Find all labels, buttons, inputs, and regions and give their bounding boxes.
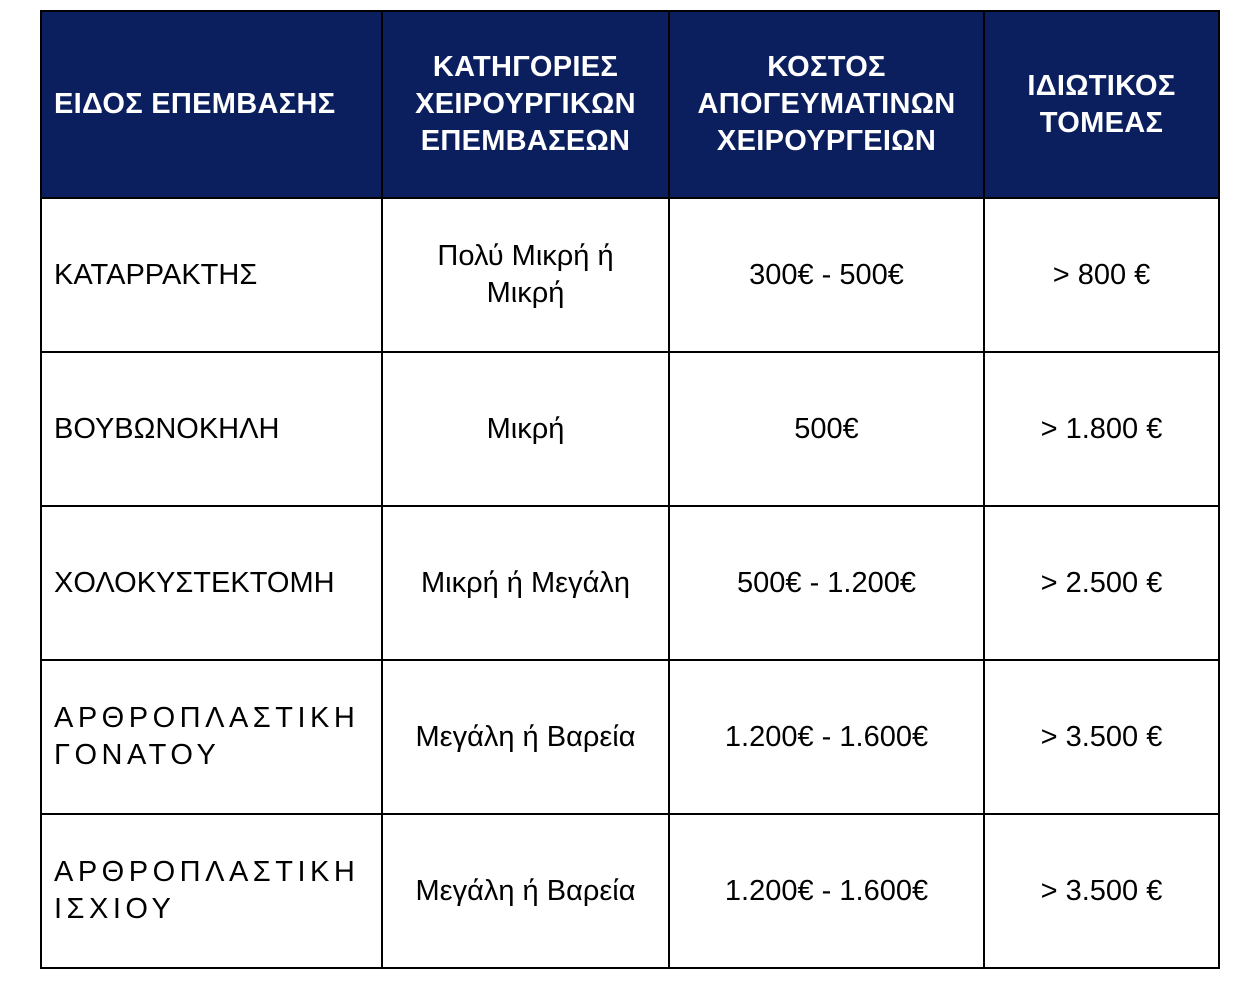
- table-row: [41, 198, 1219, 352]
- cell-private-cost: > 3.500 €: [984, 660, 1219, 814]
- cell-surgery-type: ΚΑΤΑΡΡΑΚΤΗΣ: [41, 198, 382, 352]
- cell-category: Μικρή ή Μεγάλη: [382, 506, 669, 660]
- cell-afternoon-cost: 500€ - 1.200€: [669, 506, 984, 660]
- table-row: [41, 506, 1219, 660]
- cell-private-cost: > 3.500 €: [984, 814, 1219, 968]
- table-header: [41, 11, 1219, 198]
- surgery-cost-table: [40, 10, 1220, 969]
- cell-surgery-type: ΑΡΘΡΟΠΛΑΣΤΙΚΗ ΓΟΝΑΤΟΥ: [41, 660, 382, 814]
- table-row: [41, 814, 1219, 968]
- cell-surgery-type: ΒΟΥΒΩΝΟΚΗΛΗ: [41, 352, 382, 506]
- table-body: [41, 198, 1219, 968]
- cell-category: Μεγάλη ή Βαρεία: [382, 814, 669, 968]
- cell-private-cost: > 800 €: [984, 198, 1219, 352]
- header-afternoon-surgery-cost: ΚΟΣΤΟΣ ΑΠΟΓΕΥΜΑΤΙΝΩΝ ΧΕΙΡΟΥΡΓΕΙΩΝ: [669, 11, 984, 198]
- table-row: [41, 352, 1219, 506]
- cell-category: Μικρή: [382, 352, 669, 506]
- cell-surgery-type: ΧΟΛΟΚΥΣΤΕΚΤΟΜΗ: [41, 506, 382, 660]
- header-surgery-categories: ΚΑΤΗΓΟΡΙΕΣ ΧΕΙΡΟΥΡΓΙΚΩΝ ΕΠΕΜΒΑΣΕΩΝ: [382, 11, 669, 198]
- cell-afternoon-cost: 300€ - 500€: [669, 198, 984, 352]
- cell-private-cost: > 2.500 €: [984, 506, 1219, 660]
- cell-afternoon-cost: 500€: [669, 352, 984, 506]
- header-private-sector: ΙΔΙΩΤΙΚΟΣ ΤΟΜΕΑΣ: [984, 11, 1219, 198]
- cell-afternoon-cost: 1.200€ - 1.600€: [669, 660, 984, 814]
- cell-surgery-type: ΑΡΘΡΟΠΛΑΣΤΙΚΗ ΙΣΧΙΟΥ: [41, 814, 382, 968]
- header-surgery-type: ΕΙΔΟΣ ΕΠΕΜΒΑΣΗΣ: [41, 11, 382, 198]
- cell-private-cost: > 1.800 €: [984, 352, 1219, 506]
- cell-afternoon-cost: 1.200€ - 1.600€: [669, 814, 984, 968]
- cell-category: Μεγάλη ή Βαρεία: [382, 660, 669, 814]
- cell-category: Πολύ Μικρή ή Μικρή: [382, 198, 669, 352]
- table-row: [41, 660, 1219, 814]
- header-row: [41, 11, 1219, 198]
